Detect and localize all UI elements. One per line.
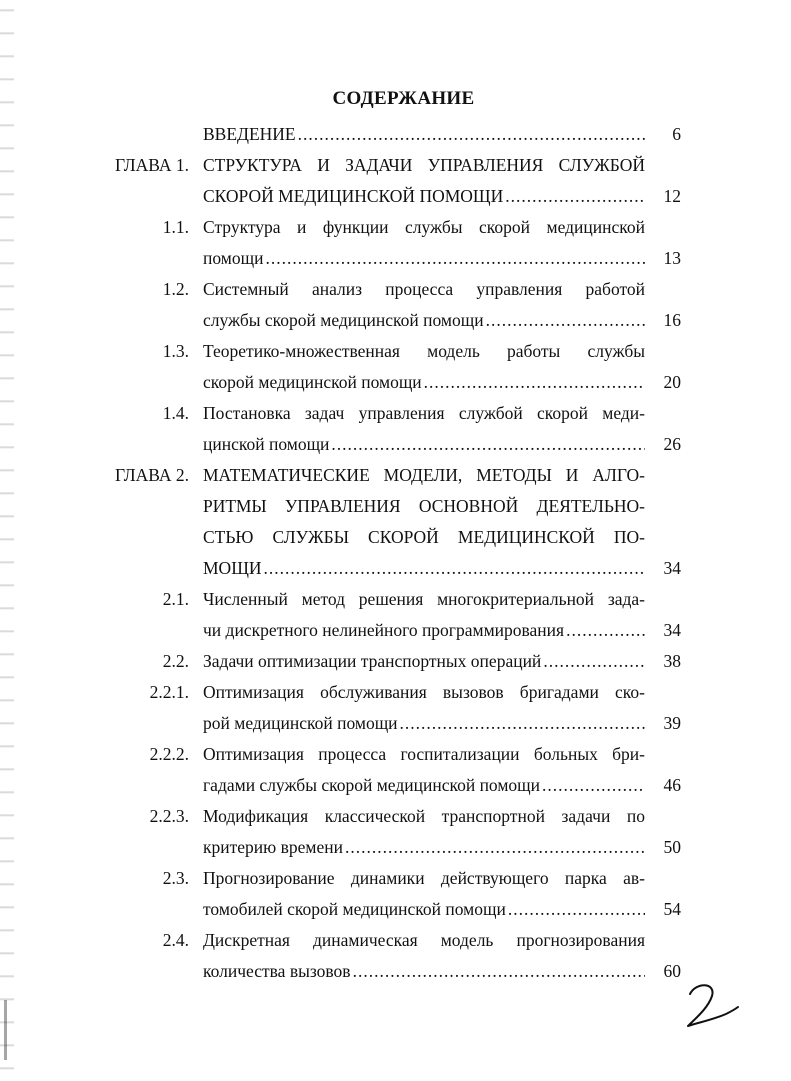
toc-entry-text: СТРУКТУРА И ЗАДАЧИ УПРАВЛЕНИЯ СЛУЖБОЙ bbox=[203, 155, 645, 175]
toc-entry-number: 2.2. bbox=[162, 651, 189, 671]
toc-entry-page: 34 bbox=[663, 558, 681, 578]
toc-entry-page: 39 bbox=[663, 713, 681, 733]
dot-leader bbox=[265, 246, 645, 270]
toc-entry-number: 1.3. bbox=[162, 341, 189, 361]
toc-heading: СОДЕРЖАНИЕ bbox=[332, 88, 475, 109]
toc-entry-text: рой медицинской помощи bbox=[203, 713, 398, 733]
toc-entry-last-line bbox=[203, 122, 645, 146]
toc-entry-number: 2.2.3. bbox=[149, 806, 189, 826]
dot-leader bbox=[542, 773, 645, 797]
toc-entry-number: ГЛАВА 1. bbox=[114, 155, 189, 175]
toc-entry-text: службы скорой медицинской помощи bbox=[203, 310, 484, 330]
toc-entry-page: 26 bbox=[663, 434, 681, 454]
toc-entry-page: 16 bbox=[663, 310, 681, 330]
toc-entry-page: 6 bbox=[672, 124, 681, 144]
toc-entry-text: количества вызовов bbox=[203, 961, 351, 981]
dot-leader bbox=[345, 835, 645, 859]
toc-entry-page: 46 bbox=[663, 775, 681, 795]
toc-entry-number: 1.1. bbox=[162, 217, 189, 237]
toc-entry-page: 20 bbox=[663, 372, 681, 392]
toc-entry-text: ВВЕДЕНИЕ bbox=[203, 124, 296, 144]
toc-entry-page: 60 bbox=[663, 961, 681, 981]
toc-entry-number: 2.4. bbox=[162, 930, 189, 950]
dot-leader bbox=[505, 184, 645, 208]
scan-edge-artifact bbox=[0, 0, 14, 1081]
toc-entry-text: критерию времени bbox=[203, 837, 343, 857]
toc-entry-number: ГЛАВА 2. bbox=[114, 465, 189, 485]
toc-entry-text: СТЬЮ СЛУЖБЫ СКОРОЙ МЕДИЦИНСКОЙ ПО- bbox=[203, 527, 645, 547]
toc-entry-number: 2.3. bbox=[162, 868, 189, 888]
toc-entry-number: 1.2. bbox=[162, 279, 189, 299]
toc-entry-number: 2.2.1. bbox=[149, 682, 189, 702]
toc-entry-text: Численный метод решения многокритериальной зада- bbox=[203, 589, 645, 609]
toc-entry-text: помощи bbox=[203, 248, 264, 268]
toc-entry-page: 34 bbox=[663, 620, 681, 640]
toc-entry-last-line bbox=[203, 649, 645, 673]
toc-entry-text: томобилей скорой медицинской помощи bbox=[203, 899, 506, 919]
toc-entry-number: 2.2.2. bbox=[149, 744, 189, 764]
dot-leader bbox=[298, 122, 645, 146]
toc-entry-last-line bbox=[203, 246, 645, 270]
toc-entry-text: Системный анализ процесса управления работой bbox=[203, 279, 645, 299]
toc-entry-last-line bbox=[203, 370, 645, 394]
toc-entry-last-line bbox=[203, 835, 645, 859]
toc-entry-text: РИТМЫ УПРАВЛЕНИЯ ОСНОВНОЙ ДЕЯТЕЛЬНО- bbox=[203, 496, 645, 516]
toc-entry-last-line bbox=[203, 959, 645, 983]
toc-entry-text: Модификация классической транспортной задачи по bbox=[203, 806, 645, 826]
dot-leader bbox=[508, 897, 645, 921]
toc-entry-page: 38 bbox=[663, 651, 681, 671]
toc-entry-last-line bbox=[203, 711, 645, 735]
toc-entry-last-line bbox=[203, 556, 645, 580]
toc-entry-text: Теоретико-множественная модель работы службы bbox=[203, 341, 645, 361]
dot-leader bbox=[264, 556, 646, 580]
dot-leader bbox=[566, 618, 645, 642]
toc-entry-text: Постановка задач управления службой скорой меди- bbox=[203, 403, 645, 423]
toc-entry-text: Задачи оптимизации транспортных операций bbox=[203, 651, 542, 671]
toc-entry-text: СКОРОЙ МЕДИЦИНСКОЙ ПОМОЩИ bbox=[203, 186, 504, 206]
dot-leader bbox=[424, 370, 645, 394]
toc-entry-last-line bbox=[203, 432, 645, 456]
toc-entry-text: МАТЕМАТИЧЕСКИЕ МОДЕЛИ, МЕТОДЫ И АЛГО- bbox=[203, 465, 645, 485]
handwritten-page-number bbox=[682, 980, 742, 1032]
toc-entry-page: 54 bbox=[663, 899, 681, 919]
toc-entry-text: чи дискретного нелинейного программирования bbox=[203, 620, 565, 640]
toc-entry-number: 2.1. bbox=[162, 589, 189, 609]
toc-entry-text: Оптимизация обслуживания вызовов бригадами ско- bbox=[203, 682, 645, 702]
toc-entry-text: цинской помощи bbox=[203, 434, 330, 454]
toc-entry-text: Оптимизация процесса госпитализации больных бри- bbox=[203, 744, 645, 764]
toc-entry-last-line bbox=[203, 773, 645, 797]
toc-entry-text: гадами службы скорой медицинской помощи bbox=[203, 775, 541, 795]
dot-leader bbox=[400, 711, 645, 735]
toc-entry-last-line bbox=[203, 184, 645, 208]
scan-edge-mark bbox=[4, 1000, 7, 1060]
toc-entry-text: скорой медицинской помощи bbox=[203, 372, 422, 392]
toc-entry-number: 1.4. bbox=[162, 403, 189, 423]
toc-entry-text: Прогнозирование динамики действующего парка ав- bbox=[203, 868, 645, 888]
toc-entry-last-line bbox=[203, 897, 645, 921]
toc-entry-text: Дискретная динамическая модель прогнозирования bbox=[203, 930, 645, 950]
toc-entry-page: 12 bbox=[663, 186, 681, 206]
toc-entry-last-line bbox=[203, 618, 645, 642]
dot-leader bbox=[331, 432, 645, 456]
toc-entry-page: 13 bbox=[663, 248, 681, 268]
dot-leader bbox=[543, 649, 645, 673]
dot-leader bbox=[353, 959, 645, 983]
toc-entry-last-line bbox=[203, 308, 645, 332]
toc-entry-text: Структура и функции службы скорой медицинской bbox=[203, 217, 645, 237]
dot-leader bbox=[486, 308, 645, 332]
toc-entry-page: 50 bbox=[663, 837, 681, 857]
toc-entry-text: МОЩИ bbox=[203, 558, 262, 578]
